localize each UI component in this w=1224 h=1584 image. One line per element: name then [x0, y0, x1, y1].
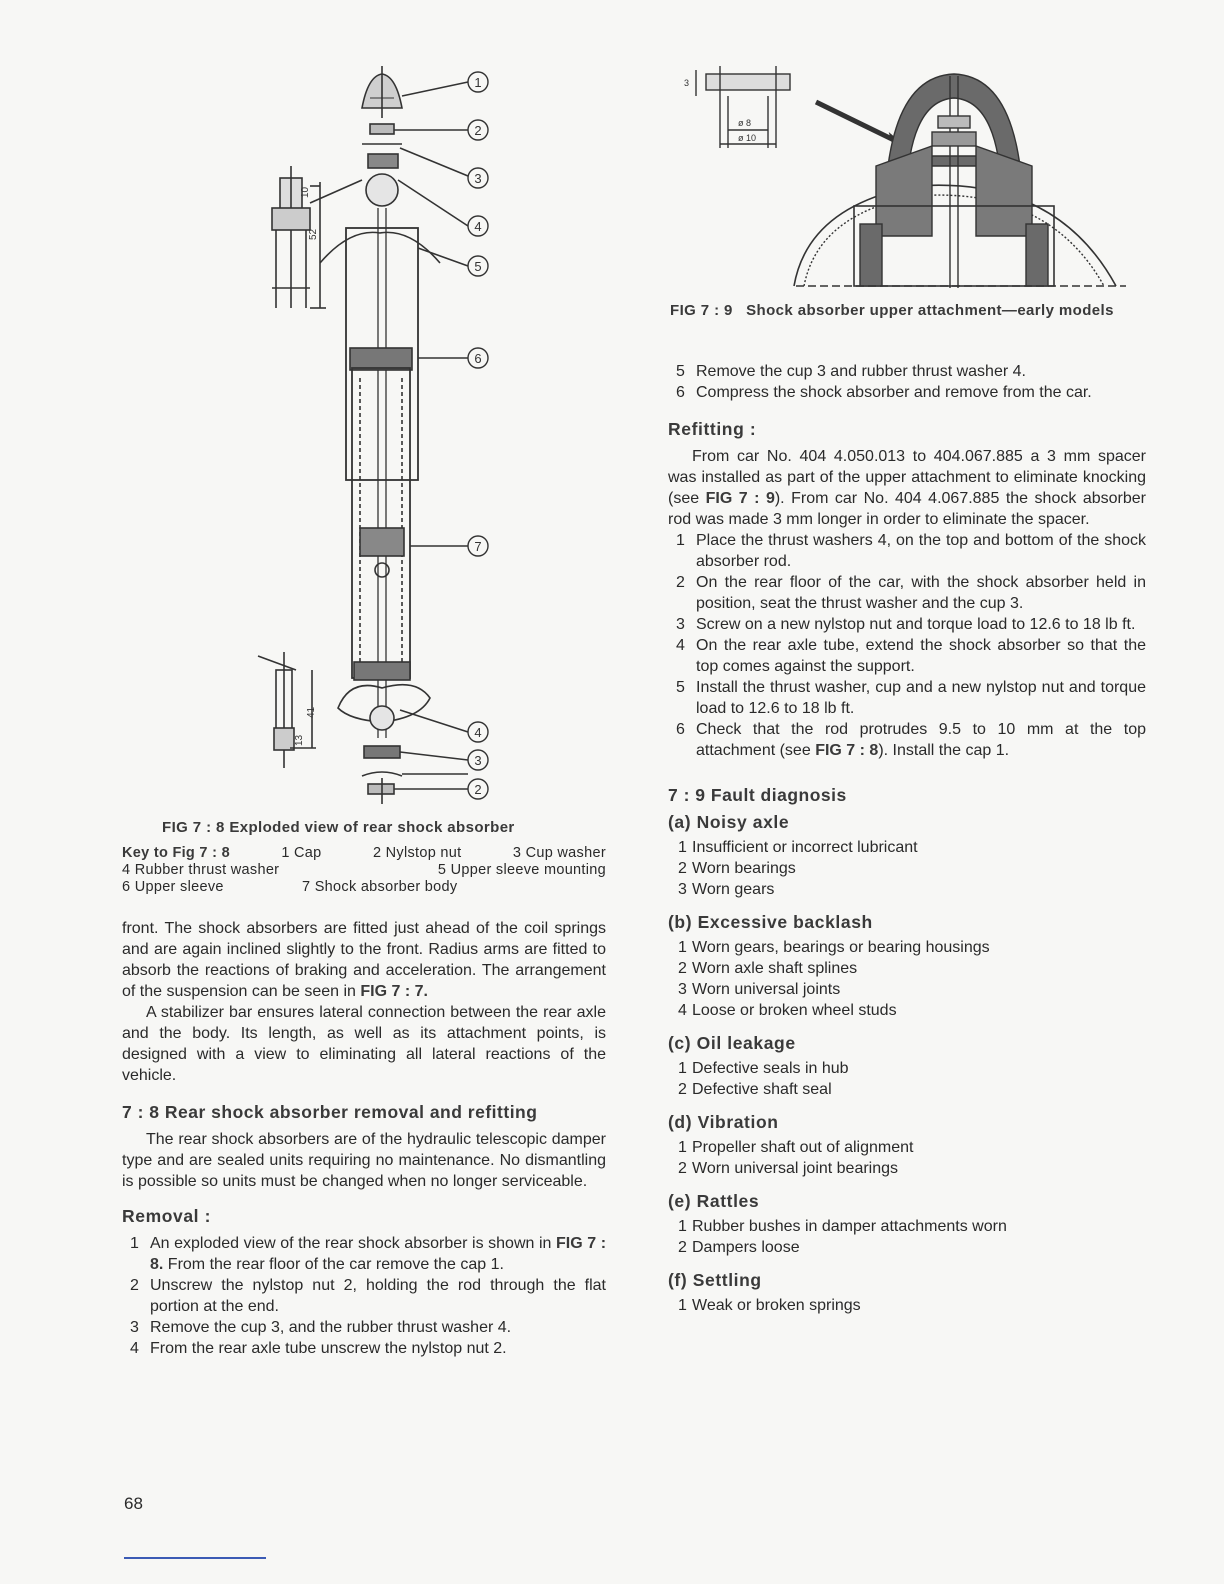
fault-num: 2 [678, 860, 687, 877]
fault-item [668, 858, 1146, 879]
fault-list [668, 1058, 1146, 1100]
fig-7-9-ref: FIG 7 : 9 [705, 490, 775, 507]
fault-num: 1 [678, 839, 687, 856]
fault-text: Insufficient or incorrect lubricant [692, 839, 918, 856]
refit-step-2 [668, 572, 1146, 614]
step-text: Install the thrust washer, cup and a new nylstop nut and torque load to 12.6 to 18 lb ft. [696, 679, 1146, 717]
fault-num: 3 [678, 881, 687, 898]
key-item-4: 4 Rubber thrust washer [122, 862, 280, 878]
fault-text: Worn axle shaft splines [692, 960, 858, 977]
step-text: Compress the shock absorber and remove from the car. [696, 384, 1092, 401]
step-text: On the rear floor of the car, with the shock absorber held in position, seat the thrust washer and the cup 3. [696, 574, 1146, 612]
removal-step-5 [668, 361, 1146, 382]
step-text: On the rear axle tube, extend the shock absorber so that the top comes against the support. [696, 637, 1146, 675]
step-num: 3 [130, 1319, 139, 1336]
fault-num: 2 [678, 1160, 687, 1177]
section-7-9-heading: 7 : 9 Fault diagnosis [668, 785, 847, 805]
key-item-1: 1 Cap [281, 845, 322, 861]
step-num: 4 [676, 637, 685, 654]
fault-num: 1 [678, 1139, 687, 1156]
key-item-5: 5 Upper sleeve mounting [437, 862, 606, 878]
refit-step-4 [668, 635, 1146, 677]
fault-list [668, 1295, 1146, 1316]
step-text-post: From the rear floor of the car remove the cap 1. [167, 1256, 504, 1273]
callout-3: 3 [474, 171, 482, 186]
key-item-6: 6 Upper sleeve [122, 879, 224, 895]
removal-step-4 [122, 1338, 606, 1359]
refit-step-3 [668, 614, 1146, 635]
fault-num: 4 [678, 1002, 687, 1019]
section-7-8-heading: 7 : 8 Rear shock absorber removal and refitting [122, 1102, 538, 1122]
fault-num: 2 [678, 960, 687, 977]
fault-group-heading: (e) Rattles [668, 1191, 760, 1211]
refit-step-6 [668, 719, 1146, 761]
fault-diagnosis [668, 812, 1146, 1316]
callout-2-lower: 2 [474, 782, 482, 797]
fig-7-7-ref: FIG 7 : 7. [360, 983, 428, 1000]
fault-item [668, 958, 1146, 979]
step-text-post: ). Install the cap 1. [878, 742, 1010, 759]
fig-7-8-exploded-view [250, 58, 510, 810]
refit-step-5 [668, 677, 1146, 719]
step-num: 5 [676, 679, 685, 696]
step-num: 2 [130, 1277, 139, 1294]
key-item-7: 7 Shock absorber body [302, 879, 458, 895]
step-num: 4 [130, 1340, 139, 1357]
key-row-1 [122, 845, 606, 862]
removal-heading: Removal : [122, 1206, 212, 1226]
fault-text: Worn bearings [692, 860, 796, 877]
fault-item [668, 1058, 1146, 1079]
left-body [122, 918, 606, 1359]
step-num: 6 [676, 384, 685, 401]
step-text: Unscrew the nylstop nut 2, holding the rod through the flat portion at the end. [150, 1277, 606, 1315]
step-num: 2 [676, 574, 685, 591]
step-num: 5 [676, 363, 685, 380]
removal-step-3 [122, 1317, 606, 1338]
fault-num: 2 [678, 1081, 687, 1098]
fault-item [668, 937, 1146, 958]
refit-step-1 [668, 530, 1146, 572]
callout-5: 5 [474, 259, 482, 274]
fault-group-heading: (f) Settling [668, 1270, 762, 1290]
fault-text: Worn gears, bearings or bearing housings [692, 939, 990, 956]
refit-text-a: From car No. 404 4.050.013 to 404.067.885 a 3 mm spacer was installed as part of the upper attachment to eliminate knocking (see [668, 448, 1146, 507]
fault-text: Worn gears [692, 881, 775, 898]
fault-text: Defective shaft seal [692, 1081, 832, 1098]
fig-7-8-key [122, 845, 606, 896]
fault-text: Dampers loose [692, 1239, 800, 1256]
fig-7-8-ref: FIG 7 : 8. [150, 1235, 607, 1273]
step-text: Remove the cup 3 and rubber thrust washer 4. [696, 363, 1026, 380]
removal-step-6 [668, 382, 1146, 403]
step-text: Check that the rod protrudes 9.5 to 10 mm at the top attachment (see [696, 721, 1146, 759]
para-front [122, 918, 606, 1002]
step-num: 1 [130, 1235, 139, 1252]
key-item-2: 2 Nylstop nut [372, 845, 462, 861]
fault-list [668, 937, 1146, 1021]
fault-num: 1 [678, 1218, 687, 1235]
fault-text: Weak or broken springs [692, 1297, 861, 1314]
fault-group-heading: (b) Excessive backlash [668, 912, 873, 932]
callout-6: 6 [474, 351, 482, 366]
step-num: 1 [676, 532, 685, 549]
refitting-list [668, 530, 1146, 761]
fault-list [668, 1216, 1146, 1258]
fault-text: Rubber bushes in damper attachments worn [692, 1218, 1007, 1235]
fault-item [668, 1137, 1146, 1158]
dim-10: 10 [300, 186, 311, 198]
fault-text: Worn universal joints [692, 981, 841, 998]
fault-group-heading: (c) Oil leakage [668, 1033, 796, 1053]
step-text: From the rear axle tube unscrew the nylstop nut 2. [150, 1340, 507, 1357]
refitting-para [668, 446, 1146, 530]
fault-text: Propeller shaft out of alignment [692, 1139, 914, 1156]
fault-item [668, 1000, 1146, 1021]
fault-list [668, 1137, 1146, 1179]
key-row-2 [122, 862, 606, 879]
dim-dia-10: ø 10 [738, 133, 757, 143]
fig-7-9-upper-attachment [676, 56, 1132, 296]
footer-rule [124, 1557, 266, 1559]
removal-step-1 [122, 1233, 606, 1275]
para-hydraulic: The rear shock absorbers are of the hydraulic telescopic damper type and are sealed units requiring no maintenance. No dismantling is possible so units must be changed when no longer serviceable. [122, 1131, 606, 1190]
fault-num: 3 [678, 981, 687, 998]
fault-item [668, 1216, 1146, 1237]
step-num: 6 [676, 721, 685, 738]
fault-text: Defective seals in hub [692, 1060, 849, 1077]
fig-7-9-caption [670, 300, 1140, 321]
page-number: 68 [124, 1494, 143, 1513]
fault-list [668, 837, 1146, 900]
fault-num: 1 [678, 939, 687, 956]
dim-dia-8: ø 8 [738, 118, 752, 128]
removal-list [122, 1233, 606, 1359]
fault-item [668, 1295, 1146, 1316]
callout-4: 4 [474, 219, 482, 234]
step-text: Place the thrust washers 4, on the top and bottom of the shock absorber rod. [696, 532, 1146, 570]
fig-7-8-caption: FIG 7 : 8 Exploded view of rear shock absorber [162, 819, 515, 836]
fault-num: 1 [678, 1060, 687, 1077]
callout-3-lower: 3 [474, 753, 482, 768]
fault-text: Worn universal joint bearings [692, 1160, 899, 1177]
fig-7-8-ref: FIG 7 : 8 [815, 742, 879, 759]
para-front-text: front. The shock absorbers are fitted just ahead of the coil springs and are again inclined slightly to the front. Radius arms are fitted to absorb the reactions of braking and acceleration. The arrangement of the suspension can be seen in [122, 920, 606, 1000]
fault-item [668, 1079, 1146, 1100]
fig-7-9-label: FIG 7 : 9 [670, 302, 733, 319]
step-text: An exploded view of the rear shock absorber is shown in [150, 1235, 552, 1252]
fault-num: 2 [678, 1239, 687, 1256]
callout-1: 1 [474, 75, 482, 90]
step-text: Screw on a new nylstop nut and torque load to 12.6 to 18 lb ft. [696, 616, 1136, 633]
refitting-heading: Refitting : [668, 419, 757, 439]
right-body [668, 361, 1146, 1316]
fault-num: 1 [678, 1297, 687, 1314]
fault-group-heading: (a) Noisy axle [668, 812, 790, 832]
para-stabilizer: A stabilizer bar ensures lateral connection between the rear axle and the body. Its length, as well as its attachment points, is designed with a view to eliminating all lateral reactions of the vehicle. [122, 1004, 606, 1084]
dim-3: 3 [684, 78, 690, 88]
fault-item [668, 1158, 1146, 1179]
dim-13: 13 [294, 734, 305, 746]
refit-text-b: ). From car No. 404 4.067.885 the shock absorber rod was made 3 mm longer in order to eliminate the spacer. [668, 490, 1146, 528]
key-title: Key to Fig 7 : 8 [122, 845, 230, 861]
fault-item [668, 879, 1146, 900]
key-row-3 [122, 879, 606, 896]
fault-item [668, 979, 1146, 1000]
step-num: 3 [676, 616, 685, 633]
dim-52: 52 [308, 228, 319, 240]
fault-item [668, 1237, 1146, 1258]
callout-2: 2 [474, 123, 482, 138]
removal-list-cont [668, 361, 1146, 403]
key-item-3: 3 Cup washer [512, 845, 606, 861]
dim-41: 41 [306, 706, 317, 718]
callout-7: 7 [474, 539, 482, 554]
removal-step-2 [122, 1275, 606, 1317]
fig-7-9-caption-text: Shock absorber upper attachment—early models [746, 302, 1114, 319]
fault-group-heading: (d) Vibration [668, 1112, 779, 1132]
fault-item [668, 837, 1146, 858]
callout-4-lower: 4 [474, 725, 482, 740]
fault-text: Loose or broken wheel studs [692, 1002, 897, 1019]
step-text: Remove the cup 3, and the rubber thrust washer 4. [150, 1319, 512, 1336]
